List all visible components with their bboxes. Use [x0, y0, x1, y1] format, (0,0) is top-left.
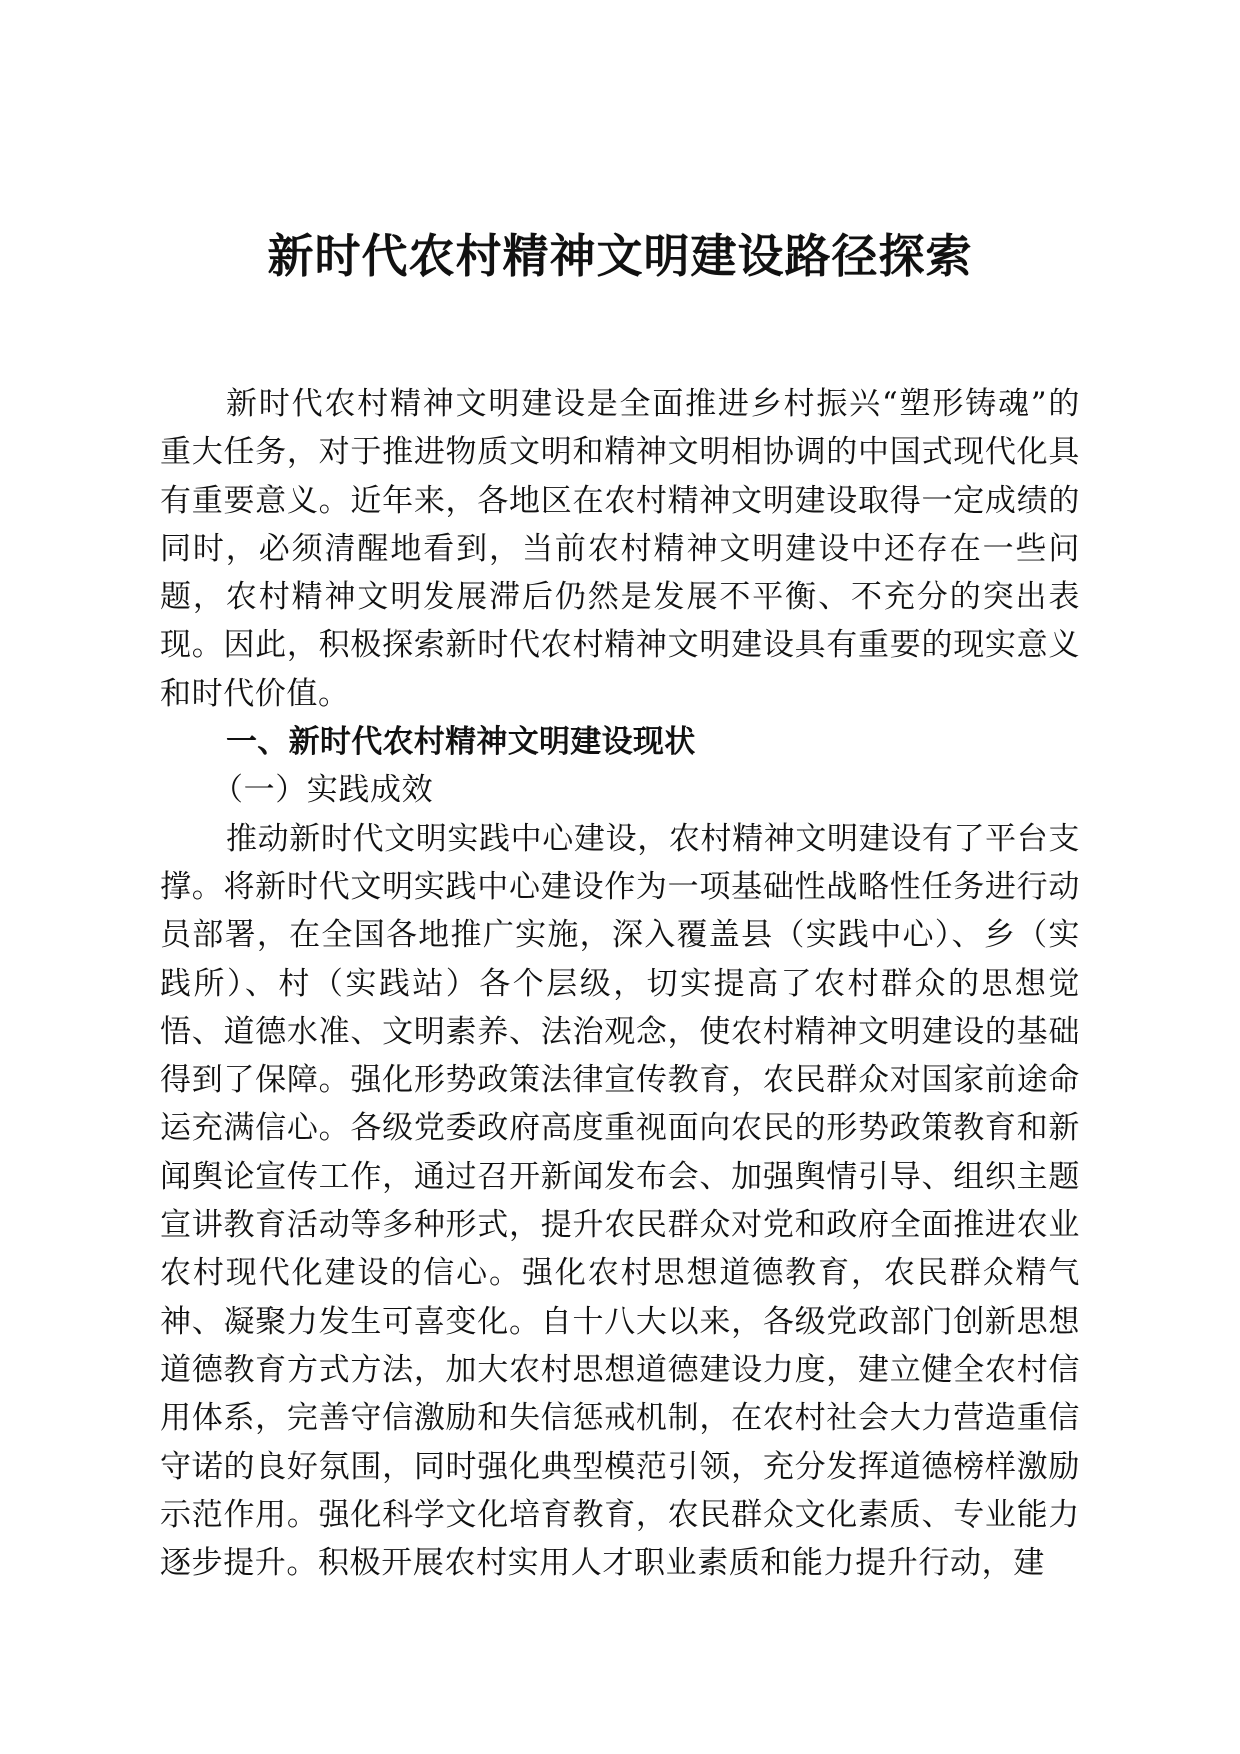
document-body	[160, 380, 1080, 1587]
body-paragraph: 推动新时代文明实践中心建设，农村精神文明建设有了平台支撑。将新时代文明实践中心建设作为一项基础性战略性任务进行动员部署，在全国各地推广实施，深入覆盖县（实践中心）、乡（实践所）、村（实践站）各个层级，切实提高了农村群众的思想觉悟、道德水准、文明素养、法治观念，使农村精神文明建设的基础得到了保障。强化形势政策法律宣传教育，农民群众对国家前途命运充满信心。各级党委政府高度重视面向农民的形势政策教育和新闻舆论宣传工作，通过召开新闻发布会、加强舆情引导、组织主题宣讲教育活动等多种形式，提升农民群众对党和政府全面推进农业农村现代化建设的信心。强化农村思想道德教育，农民群众精气神、凝聚力发生可喜变化。自十八大以来，各级党政部门创新思想道德教育方式方法，加大农村思想道德建设力度，建立健全农村信用体系，完善守信激励和失信惩戒机制，在农村社会大力营造重信守诺的良好氛围，同时强化典型模范引领，充分发挥道德榜样激励示范作用。强化科学文化培育教育，农民群众文化素质、专业能力逐步提升。积极开展农村实用人才职业素质和能力提升行动，建	[160, 820, 1080, 1582]
section-heading: 一、新时代农村精神文明建设现状	[226, 724, 696, 761]
intro-paragraph: 新时代农村精神文明建设是全面推进乡村振兴“塑形铸魂”的重大任务，对于推进物质文明和精神文明相协调的中国式现代化具有重要意义。近年来，各地区在农村精神文明建设取得一定成绩的同时，必须清醒地看到，当前农村精神文明建设中还存在一些问题，农村精神文明发展滞后仍然是发展不平衡、不充分的突出表现。因此，积极探索新时代农村精神文明建设具有重要的现实意义和时代价值。	[160, 386, 1080, 712]
document-title: 新时代农村精神文明建设路径探索	[267, 229, 973, 283]
subsection-heading: （一）实践成效	[212, 772, 434, 809]
